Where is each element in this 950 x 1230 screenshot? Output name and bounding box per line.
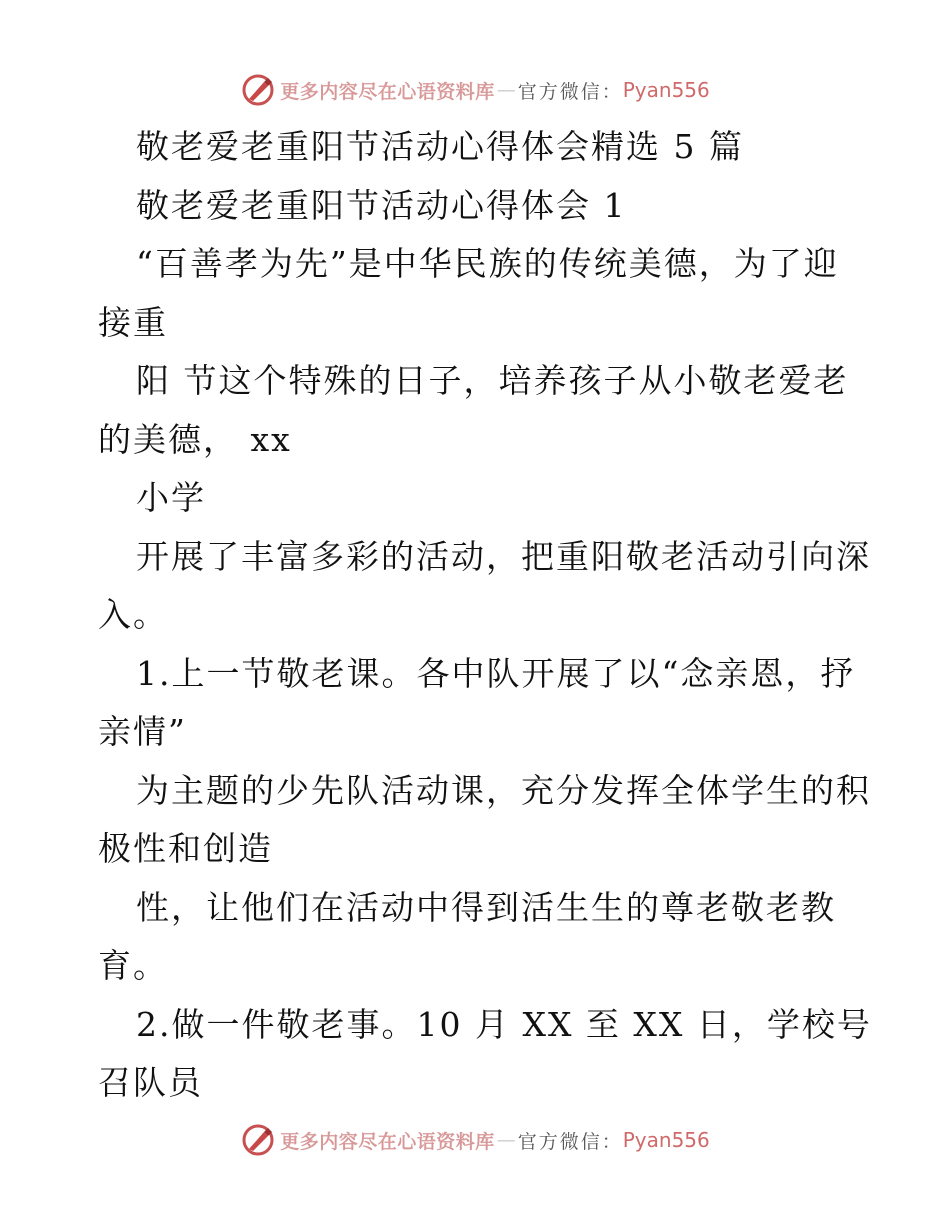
header-watermark [0,70,950,110]
watermark-site: 更多内容尽在心语资料库 [280,80,495,103]
text-line: 极性和创造 [98,829,273,868]
watermark-wechat-label: 官方微信： [517,80,623,103]
watermark-wechat-id: Pyan556 [622,1128,710,1152]
pen-seal-icon [240,1122,276,1158]
watermark-wechat-label: 官方微信： [517,1130,623,1153]
text-line: 亲情” [98,712,187,751]
text-line: 开展了丰富多彩的活动，把重阳敬老活动引向深 [136,536,871,576]
text-line: 性，让他们在活动中得到活生生的尊老敬老教 [136,887,836,927]
pen-seal-icon [240,72,276,108]
text-line: 敬老爱老重阳节活动心得体会 1 [136,185,627,225]
document-body [98,118,872,1113]
text-line: 的美德， xx [98,419,292,459]
text-line: 育。 [98,946,168,985]
watermark-separator: — [496,79,516,101]
watermark-wechat-id: Pyan556 [622,78,710,102]
text-line: 为主题的少先队活动课，充分发挥全体学生的积 [136,770,871,810]
text-line: 阳 节这个特殊的日子，培养孩子从小敬老爱老 [136,361,849,400]
text-line: 1.上一节敬老课。各中队开展了以“念亲恩，抒 [136,653,856,693]
text-line: 入。 [98,595,168,634]
text-line: 小学 [136,478,206,517]
text-line: 敬老爱老重阳节活动心得体会精选 5 篇 [136,127,744,166]
text-line: 2.做一件敬老事。10 月 XX 至 XX 日，学校号 [136,1004,872,1044]
text-line: 召队员 [98,1063,203,1102]
footer-watermark [0,1120,950,1160]
watermark-separator: — [496,1129,516,1151]
text-line: “百善孝为先”是中华民族的传统美德，为了迎 [136,244,839,283]
watermark-site: 更多内容尽在心语资料库 [280,1130,495,1153]
text-line: 接重 [98,302,168,342]
